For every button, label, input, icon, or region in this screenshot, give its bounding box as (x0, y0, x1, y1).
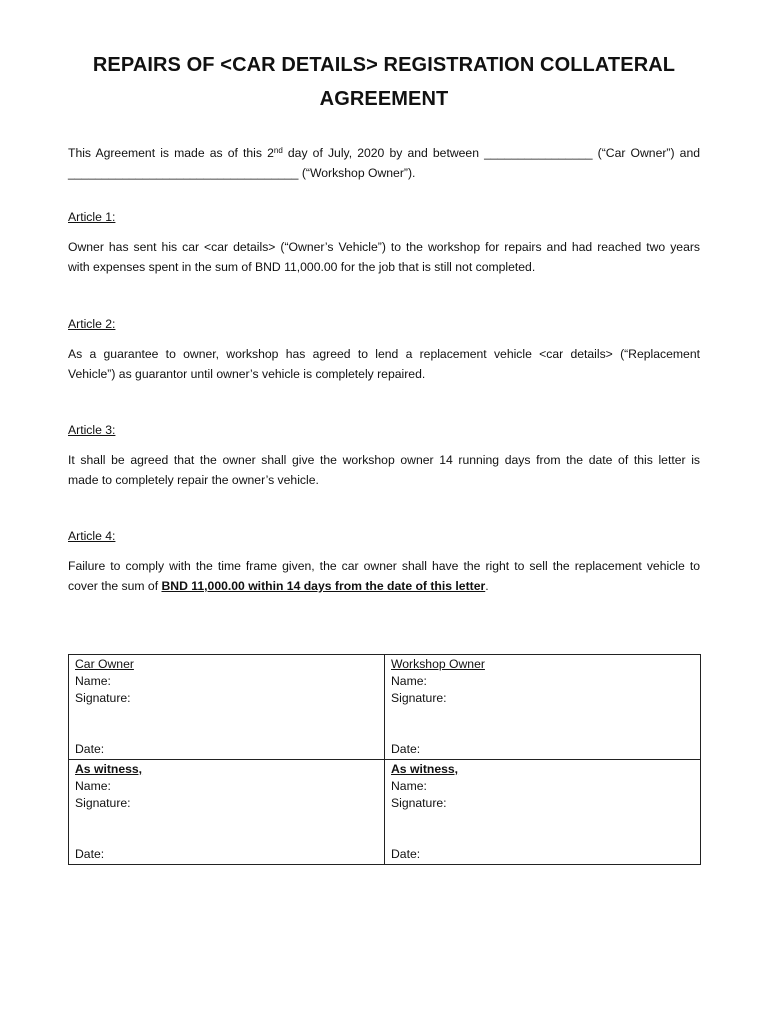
signature-row-witnesses (69, 760, 701, 865)
witness-2-header: As witness, (391, 762, 459, 776)
witness-1-cell (69, 760, 385, 865)
workshop-owner-name-label: Name: (391, 674, 427, 688)
article-2-line-1: As a guarantee to owner, workshop has agreed to lend a replacement vehicle <car details> (“Replacement (68, 347, 700, 361)
signature-table (68, 654, 701, 865)
witness-1-name-label: Name: (75, 779, 111, 793)
article-3-line-2: made to completely repair the owner’s vehicle. (68, 473, 319, 487)
article-4-body (68, 556, 700, 596)
witness-2-date-label: Date: (391, 847, 421, 861)
article-3-heading: Article 3: (68, 423, 116, 437)
title-line-2: AGREEMENT (319, 88, 449, 110)
car-owner-header: Car Owner (75, 657, 134, 671)
intro-paragraph (68, 143, 700, 183)
article-4-line-2 (68, 576, 700, 596)
car-owner-cell (69, 655, 385, 760)
car-owner-signature-label: Signature: (75, 691, 131, 705)
workshop-owner-signature-label: Signature: (391, 691, 447, 705)
article-2-line-2: Vehicle”) as guarantor until owner’s vehicle is completely repaired. (68, 367, 426, 381)
witness-1-date-label: Date: (75, 847, 105, 861)
car-owner-date-label: Date: (75, 742, 105, 756)
article-4-period: . (485, 579, 489, 593)
intro-line-1 (68, 143, 700, 163)
article-3-body (68, 450, 700, 490)
article-1-heading: Article 1: (68, 210, 116, 224)
witness-2-signature-label: Signature: (391, 796, 447, 810)
workshop-owner-header: Workshop Owner (391, 657, 485, 671)
article-1-line-2: with expenses spent in the sum of BND 11,000.00 for the job that is still not completed. (68, 260, 536, 274)
witness-1-signature-label: Signature: (75, 796, 131, 810)
article-2-body (68, 344, 700, 384)
article-3-line-1: It shall be agreed that the owner shall give the workshop owner 14 running days from the date of this letter is (68, 453, 700, 467)
intro-line-2: __________________________________ (“Workshop Owner”). (68, 166, 416, 180)
workshop-owner-cell (385, 655, 701, 760)
article-1-line-1: Owner has sent his car <car details> (“Owner’s Vehicle”) to the workshop for repairs and had reached two years (68, 240, 700, 254)
witness-2-cell (385, 760, 701, 865)
car-owner-name-label: Name: (75, 674, 111, 688)
witness-2-name-label: Name: (391, 779, 427, 793)
intro-text-b: day of July, 2020 by and between ________________ (“Car Owner”) and (282, 146, 700, 160)
article-4-heading: Article 4: (68, 529, 116, 543)
title-line-1: REPAIRS OF <CAR DETAILS> REGISTRATION COLLATERAL (92, 54, 676, 76)
article-4-text: cover the sum of (68, 579, 162, 593)
intro-superscript: nd (273, 146, 283, 155)
intro-text-a: This Agreement is made as of this 2 (68, 146, 274, 160)
article-4-emphasis: BND 11,000.00 within 14 days from the date of this letter (161, 579, 486, 593)
document-title (60, 48, 708, 116)
witness-1-header: As witness, (75, 762, 143, 776)
article-1-body (68, 237, 700, 277)
workshop-owner-date-label: Date: (391, 742, 421, 756)
article-4-line-1: Failure to comply with the time frame given, the car owner shall have the right to sell the replacement vehicle to (68, 559, 700, 573)
signature-row-parties (69, 655, 701, 760)
article-2-heading: Article 2: (68, 317, 116, 331)
